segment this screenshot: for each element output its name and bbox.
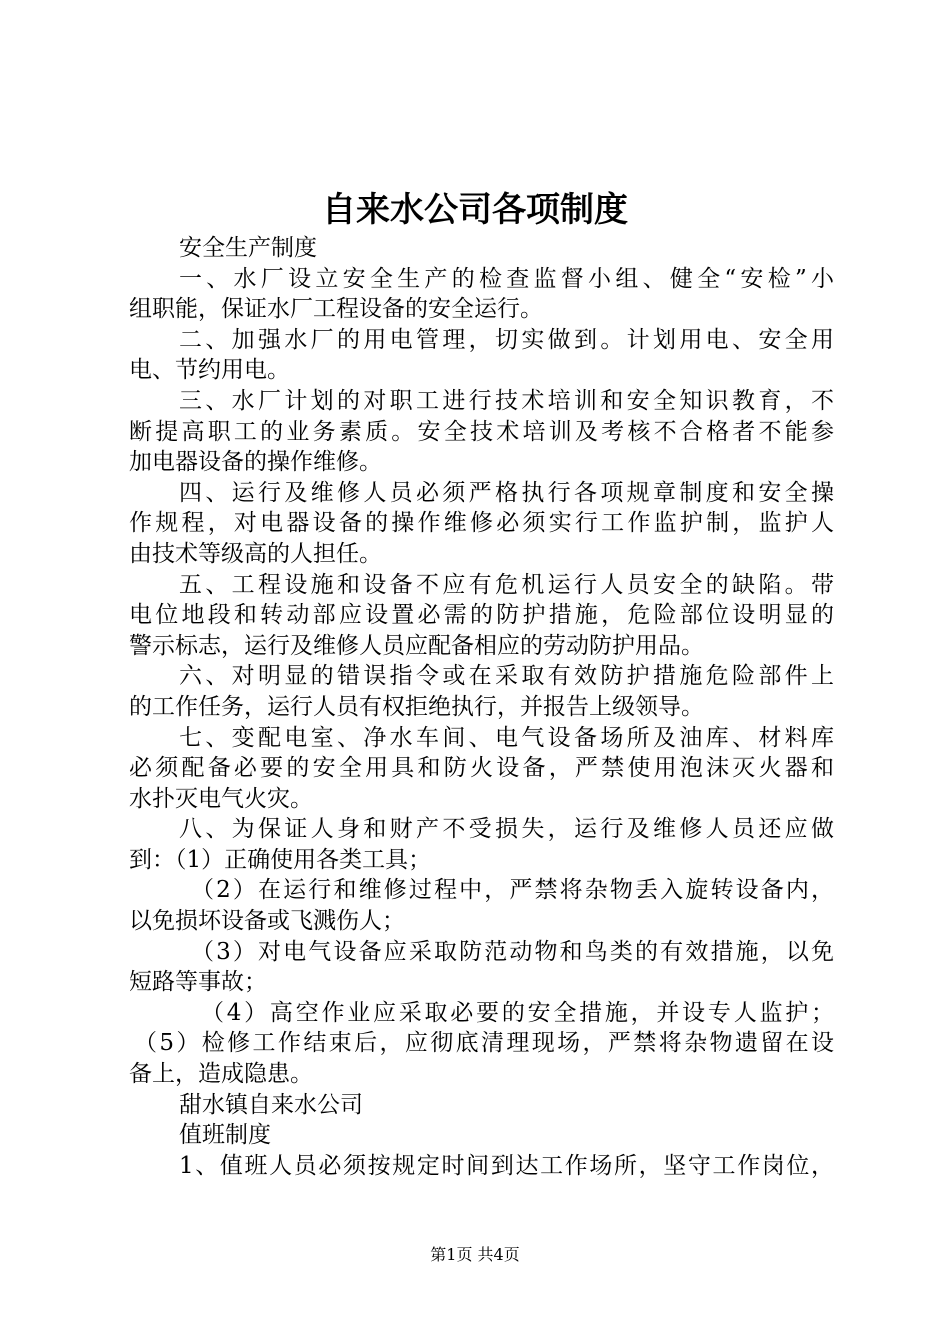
paragraph-line: 短路等事故； xyxy=(129,969,267,996)
paragraph-line: 五、工程设施和设备不应有危机运行人员安全的缺陷。带 xyxy=(179,571,834,598)
paragraph-line: 水扑灭电气火灾。 xyxy=(129,785,313,812)
paragraph-line: 四、运行及维修人员必须严格执行各项规章制度和安全操 xyxy=(179,479,834,506)
paragraph-line: 六、对明显的错误指令或在采取有效防护措施危险部件上 xyxy=(179,663,834,690)
document-title: 自来水公司各项制度 xyxy=(322,190,628,230)
document-body xyxy=(129,233,834,1181)
paragraph-line: 八、为保证人身和财产不受损失，运行及维修人员还应做 xyxy=(179,816,834,843)
paragraph-line: 警示标志，运行及维修人员应配备相应的劳动防护用品。 xyxy=(129,632,704,659)
paragraph-line: 的工作任务，运行人员有权拒绝执行，并报告上级领导。 xyxy=(129,693,704,720)
paragraph-line: 一、水厂设立安全生产的检查监督小组、健全“安检”小 xyxy=(179,265,834,292)
paragraph-line: 二、加强水厂的用电管理，切实做到。计划用电、安全用 xyxy=(179,326,834,353)
paragraph-line: 由技术等级高的人担任。 xyxy=(129,540,382,567)
page-indicator: 第1页 共4页 xyxy=(430,1245,520,1264)
section-heading: 安全生产制度 xyxy=(179,235,317,261)
paragraph-line: 电位地段和转动部应设置必需的防护措施，危险部位设明显的 xyxy=(129,602,834,629)
paragraph-line: 电、节约用电。 xyxy=(129,357,290,384)
paragraph-line: 以免损坏设备或飞溅伤人； xyxy=(129,908,405,935)
paragraph-line: （3）对电气设备应采取防范动物和鸟类的有效措施，以免 xyxy=(191,938,834,965)
paragraph-line: 必须配备必要的安全用具和防火设备，严禁使用泡沫灭火器和 xyxy=(129,755,834,782)
paragraph-line: 断提高职工的业务素质。安全技术培训及考核不合格者不能参 xyxy=(129,418,834,445)
organization-name: 甜水镇自来水公司 xyxy=(179,1091,363,1118)
section-heading: 值班制度 xyxy=(179,1122,271,1149)
paragraph-line: （4）高空作业应采取必要的安全措施，并设专人监护； xyxy=(201,999,834,1026)
paragraph-line: 备上，造成隐患。 xyxy=(129,1061,313,1088)
paragraph-line: （2）在运行和维修过程中，严禁将杂物丢入旋转设备内， xyxy=(191,877,834,904)
paragraph-line: 加电器设备的操作维修。 xyxy=(129,449,382,476)
paragraph-line: 三、水厂计划的对职工进行技术培训和安全知识教育，不 xyxy=(179,387,834,414)
paragraph-line: 组职能，保证水厂工程设备的安全运行。 xyxy=(129,296,543,323)
paragraph-line: 到：（1）正确使用各类工具； xyxy=(129,846,432,873)
paragraph-line: （5）检修工作结束后，应彻底清理现场，严禁将杂物遗留在设 xyxy=(134,1030,834,1057)
paragraph-line: 七、变配电室、净水车间、电气设备场所及油库、材料库 xyxy=(179,724,834,751)
paragraph-line: 1、值班人员必须按规定时间到达工作场所，坚守工作岗位， xyxy=(179,1152,834,1179)
paragraph-line: 作规程，对电器设备的操作维修必须实行工作监护制，监护人 xyxy=(129,510,834,537)
